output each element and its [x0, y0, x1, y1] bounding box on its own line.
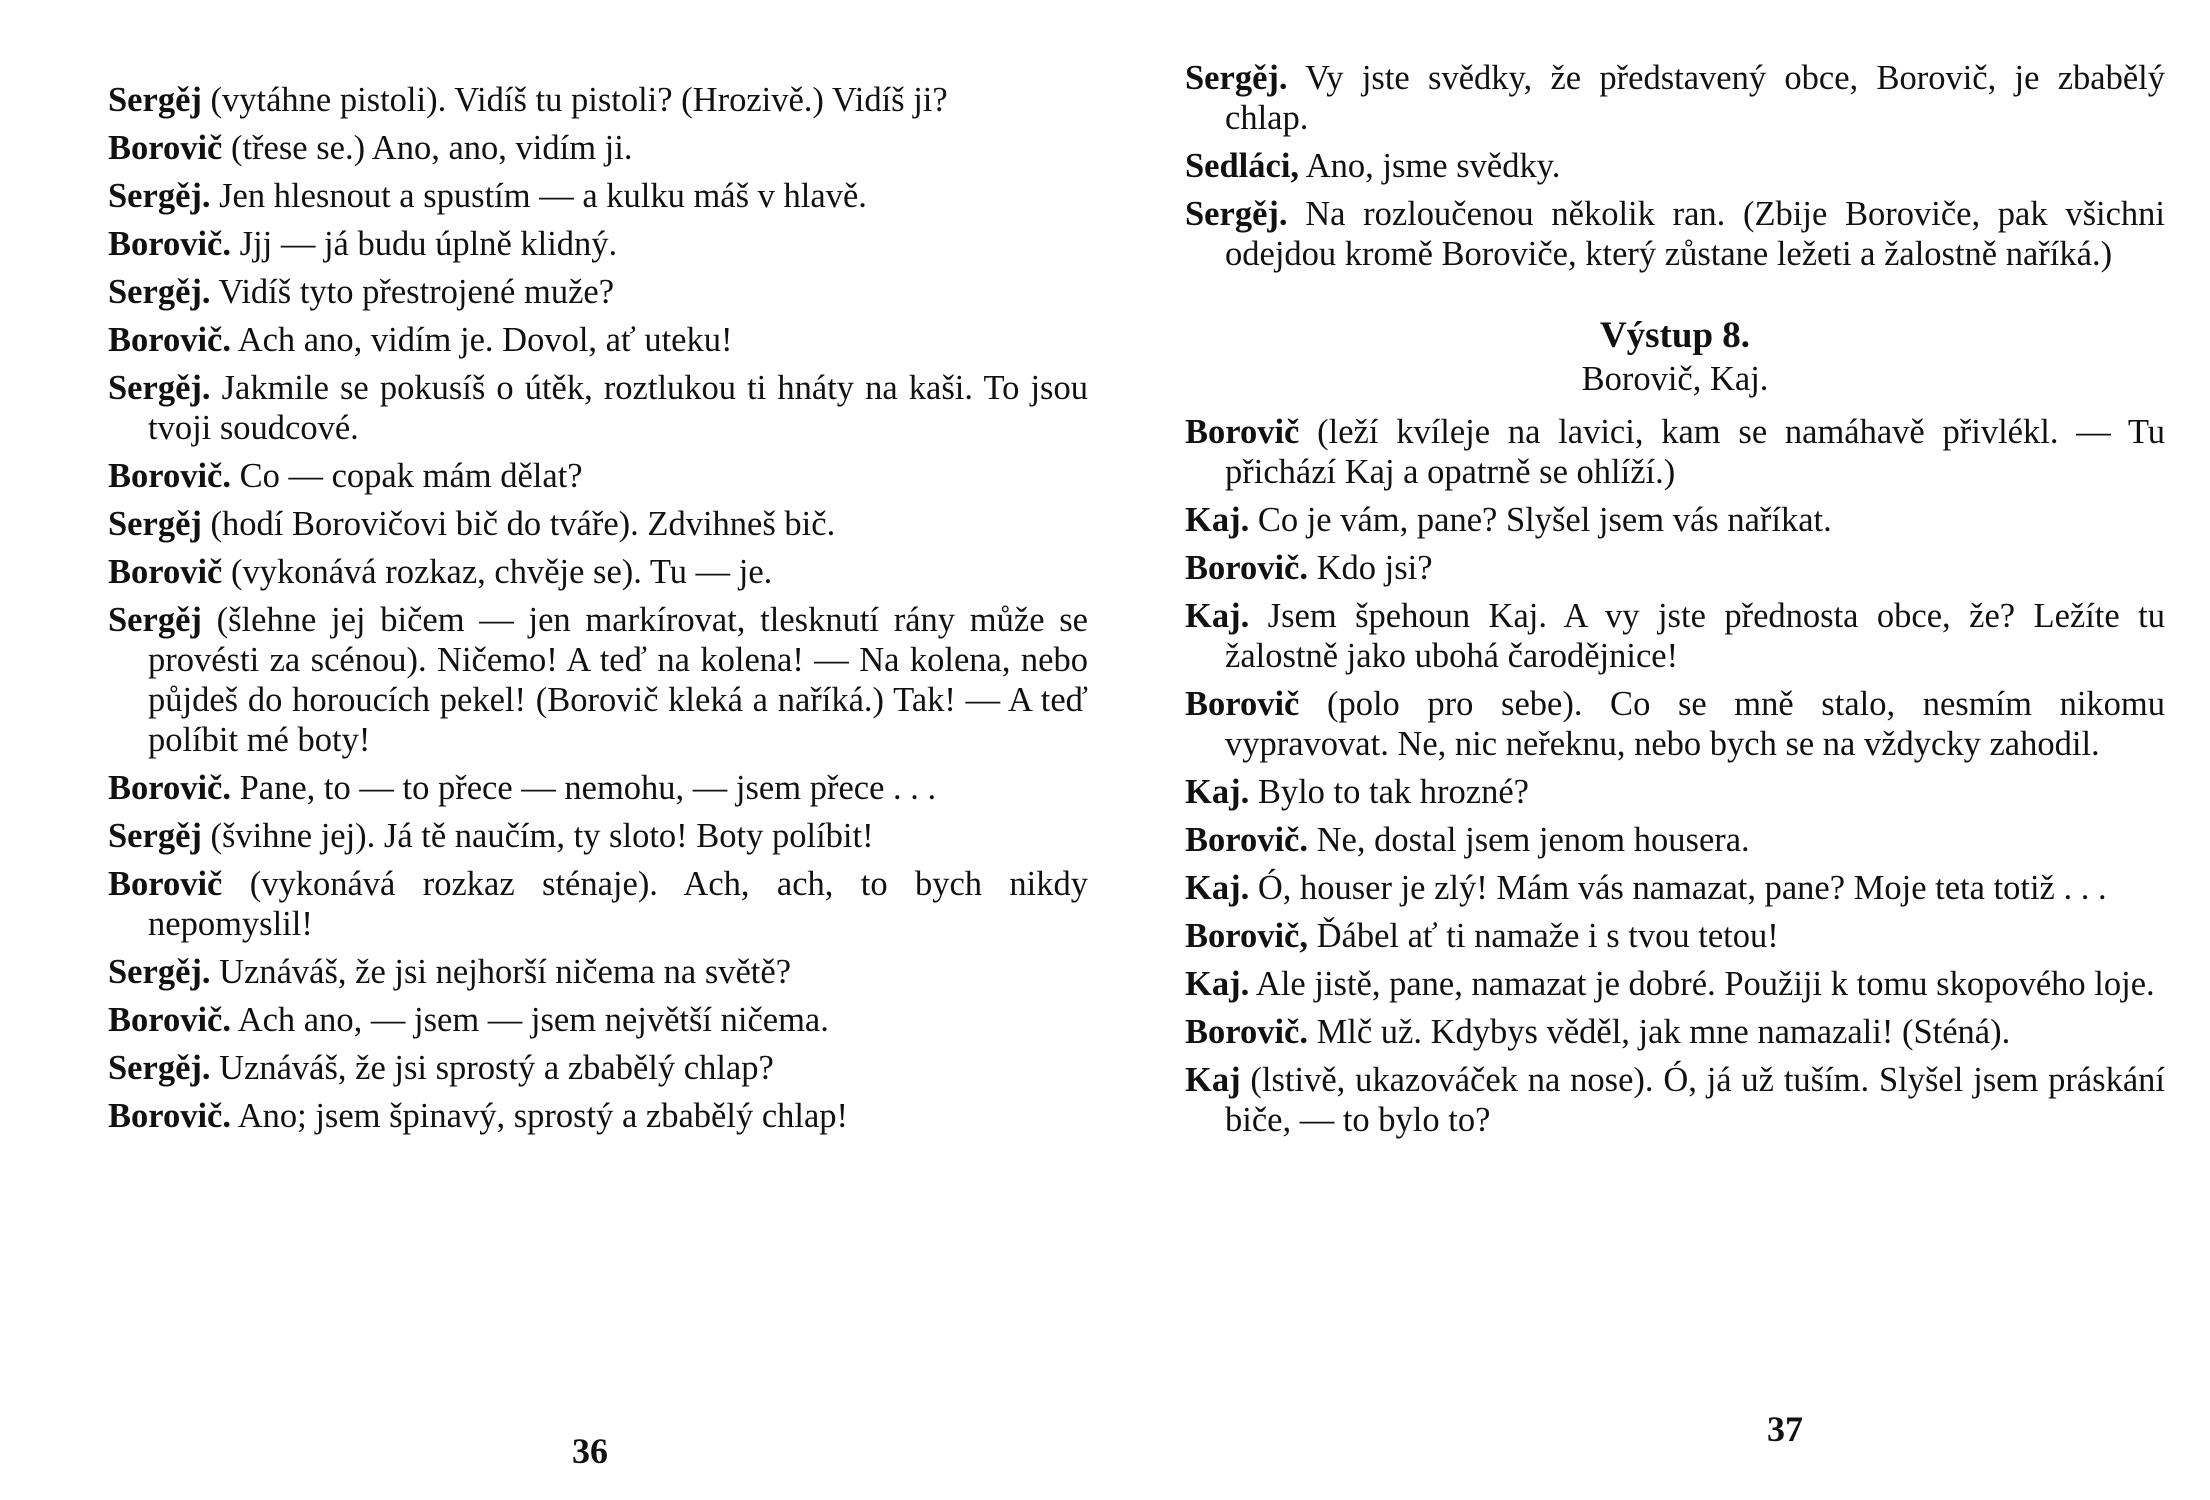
line-text: Ach ano, vidím je. Dovol, ať uteku! — [230, 321, 733, 359]
dialogue-line — [1185, 500, 2165, 540]
line-text: Na rozloučenou několik ran. (Zbije Boroviče, pak všichni odejdou kromě Boroviče, který zůstane ležeti a žalostně naříká.) — [1225, 195, 2165, 273]
dialogue-line — [108, 1048, 1088, 1088]
dialogue-line — [1185, 412, 2165, 492]
dialogue-line — [1185, 146, 2165, 186]
dialogue-line — [1185, 58, 2165, 138]
dialogue-line — [108, 864, 1088, 944]
dialogue-line — [108, 504, 1088, 544]
line-text: Ano; jsem špinavý, sprostý a zbabělý chlap! — [230, 1097, 849, 1135]
speaker-name: Sedláci, — [1185, 147, 1300, 185]
line-text: Pane, to — to přece — nemohu, — jsem přece . . . — [230, 769, 937, 807]
dialogue-line — [1185, 548, 2165, 588]
line-text: Ano, jsme svědky. — [1299, 147, 1561, 185]
line-text: (vykonává rozkaz, chvěje se). Tu — je. — [222, 553, 773, 591]
dialogue-line — [1185, 684, 2165, 764]
dialogue-line — [108, 368, 1088, 448]
dialogue-line — [108, 320, 1088, 360]
speaker-name: Borovič — [1185, 413, 1300, 451]
line-text: Ó, houser je zlý! Mám vás namazat, pane? Moje teta totiž . . . — [1249, 869, 2107, 907]
right-page-text — [1185, 58, 2165, 1148]
speaker-name: Kaj. — [1185, 869, 1250, 907]
dialogue-line — [1185, 1012, 2165, 1052]
line-text: Kdo jsi? — [1307, 549, 1433, 587]
speaker-name: Borovič. — [1185, 1013, 1308, 1051]
line-text: Uznáváš, že jsi nejhorší ničema na světě? — [210, 953, 792, 991]
speaker-name: Borovič. — [1185, 549, 1308, 587]
speaker-name: Sergěj. — [108, 369, 211, 407]
line-text: (hodí Borovičovi bič do tváře). Zdvihneš bič. — [201, 505, 836, 543]
dialogue-line — [108, 1096, 1088, 1136]
speaker-name: Borovič — [1185, 685, 1300, 723]
dialogue-line — [1185, 596, 2165, 676]
line-text: (třese se.) Ano, ano, vidím ji. — [222, 129, 633, 167]
speaker-name: Borovič. — [108, 225, 231, 263]
speaker-name: Borovič, — [1185, 917, 1308, 955]
line-text: (polo pro sebe). Co se mně stalo, nesmím nikomu vypravovat. Ne, nic neřeknu, nebo bych se na vždycky zahodil. — [1225, 685, 2165, 763]
dialogue-line — [108, 176, 1088, 216]
scene-heading — [1185, 314, 2165, 400]
dialogue-line — [1185, 194, 2165, 274]
line-text: Vy jste svědky, že představený obce, Borovič, je zbabělý chlap. — [1225, 59, 2165, 137]
speaker-name: Sergěj — [108, 601, 202, 639]
scene-cast: Borovič, Kaj. — [1581, 360, 1769, 398]
line-text: Vidíš tyto přestrojené muže? — [210, 273, 615, 311]
dialogue-line — [108, 552, 1088, 592]
speaker-name: Kaj. — [1185, 501, 1250, 539]
line-text: (leží kvíleje na lavici, kam se namáhavě přivlékl. — Tu přichází Kaj a opatrně se ohlíží.) — [1225, 413, 2165, 491]
speaker-name: Kaj. — [1185, 773, 1250, 811]
speaker-name: Sergěj. — [1185, 59, 1288, 97]
dialogue-line — [108, 456, 1088, 496]
speaker-name: Sergěj. — [108, 177, 211, 215]
line-text: (šlehne jej bičem — jen markírovat, tlesknutí rány může se provésti za scénou). Ničemo! A teď na kolena! — Na kolena, nebo půjdeš do horoucích pekel! (Borovič kleká a naříká.) Tak! — A teď políbit mé boty! — [148, 601, 1088, 759]
page-number: 37 — [1767, 1409, 1803, 1449]
line-text: Mlč už. Kdybys věděl, jak mne namazali! (Sténá). — [1307, 1013, 2011, 1051]
dialogue-line — [108, 768, 1088, 808]
speaker-name: Borovič — [108, 553, 223, 591]
dialogue-line — [108, 224, 1088, 264]
speaker-name: Borovič. — [108, 1097, 231, 1135]
line-text: Ne, dostal jsem jenom housera. — [1307, 821, 1750, 859]
dialogue-line — [108, 1000, 1088, 1040]
speaker-name: Sergěj. — [1185, 195, 1288, 233]
dialogue-line — [1185, 916, 2165, 956]
speaker-name: Kaj. — [1185, 597, 1250, 635]
dialogue-line — [1185, 820, 2165, 860]
speaker-name: Borovič. — [108, 1001, 231, 1039]
dialogue-line — [108, 600, 1088, 760]
speaker-name: Sergěj. — [108, 273, 211, 311]
line-text: (lstivě, ukazováček na nose). Ó, já už tuším. Slyšel jsem práskání biče, — to bylo to? — [1225, 1061, 2165, 1139]
speaker-name: Sergěj — [108, 81, 202, 119]
dialogue-line — [108, 952, 1088, 992]
dialogue-line — [1185, 964, 2165, 1004]
dialogue-line — [1185, 1060, 2165, 1140]
line-text: Ale jistě, pane, namazat je dobré. Použiji k tomu skopového loje. — [1249, 965, 2155, 1003]
line-text: Jakmile se pokusíš o útěk, roztlukou ti hnáty na kaši. To jsou tvoji soudcové. — [148, 369, 1088, 447]
line-text: Co — copak mám dělat? — [230, 457, 583, 495]
line-text: Ďábel ať ti namaže i s tvou tetou! — [1307, 917, 1779, 955]
speaker-name: Sergěj. — [108, 953, 211, 991]
line-text: Uznáváš, že jsi sprostý a zbabělý chlap? — [210, 1049, 774, 1087]
speaker-name: Sergěj — [108, 505, 202, 543]
line-text: Bylo to tak hrozné? — [1249, 773, 1529, 811]
left-page-text — [108, 80, 1088, 1144]
right-page — [1105, 0, 2210, 1500]
dialogue-line — [108, 128, 1088, 168]
speaker-name: Borovič. — [1185, 821, 1308, 859]
line-text: (švihne jej). Já tě naučím, ty sloto! Boty políbit! — [201, 817, 874, 855]
line-text: Jen hlesnout a spustím — a kulku máš v hlavě. — [210, 177, 867, 215]
speaker-name: Borovič — [108, 129, 223, 167]
dialogue-line — [108, 80, 1088, 120]
line-text: Co je vám, pane? Slyšel jsem vás naříkat. — [1249, 501, 1832, 539]
scene-title: Výstup 8. — [1599, 315, 1751, 356]
dialogue-line — [108, 816, 1088, 856]
dialogue-line — [1185, 772, 2165, 812]
speaker-name: Sergěj. — [108, 1049, 211, 1087]
line-text: Jsem špehoun Kaj. A vy jste přednosta obce, že? Ležíte tu žalostně jako ubohá čarodějnice! — [1225, 597, 2165, 675]
line-text: Ach ano, — jsem — jsem největší ničema. — [230, 1001, 829, 1039]
speaker-name: Kaj — [1185, 1061, 1241, 1099]
line-text: (vytáhne pistoli). Vidíš tu pistoli? (Hrozivě.) Vidíš ji? — [201, 81, 948, 119]
page-number: 36 — [572, 1431, 608, 1471]
speaker-name: Borovič — [108, 865, 223, 903]
speaker-name: Sergěj — [108, 817, 202, 855]
dialogue-line — [1185, 868, 2165, 908]
line-text: (vykonává rozkaz sténaje). Ach, ach, to bych nikdy nepomyslil! — [148, 865, 1088, 943]
speaker-name: Borovič. — [108, 321, 231, 359]
line-text: Jjj — já budu úplně klidný. — [230, 225, 618, 263]
dialogue-line — [108, 272, 1088, 312]
speaker-name: Borovič. — [108, 457, 231, 495]
speaker-name: Borovič. — [108, 769, 231, 807]
speaker-name: Kaj. — [1185, 965, 1250, 1003]
